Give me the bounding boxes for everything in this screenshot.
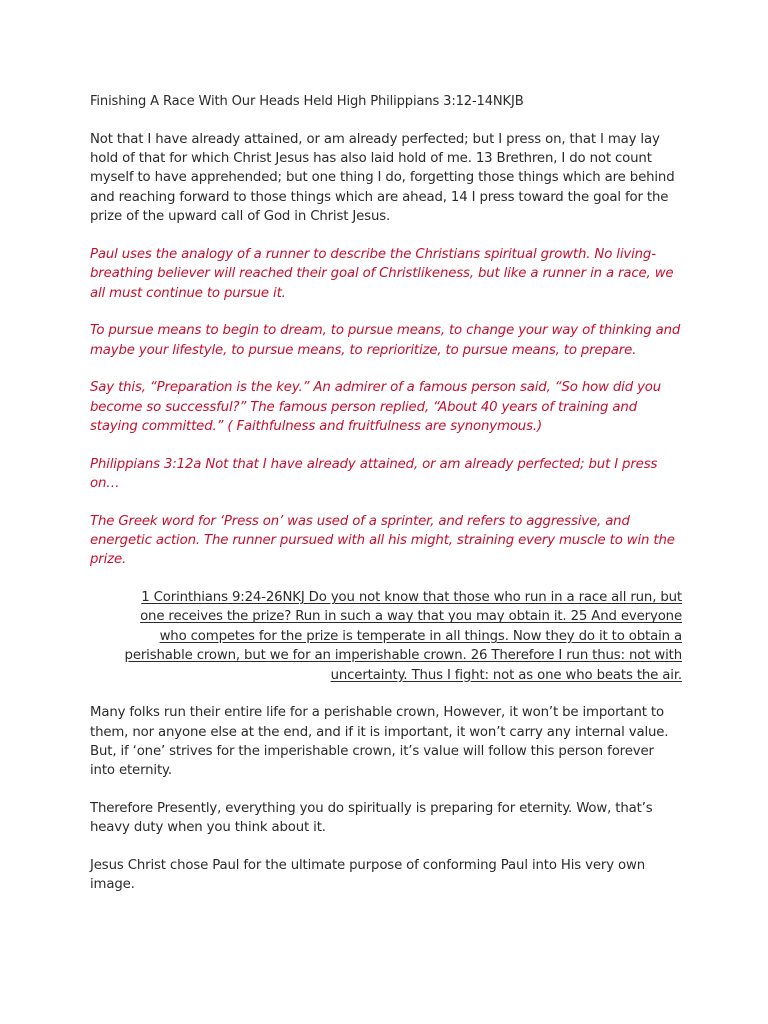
- document-title: Finishing A Race With Our Heads Held High Philippians 3:12-14NKJB: [90, 94, 524, 109]
- closing-paragraph: Jesus Christ chose Paul for the ultimate purpose of conforming Paul into His very own image.: [90, 858, 646, 893]
- block-quote: 1 Corinthians 9:24-26NKJ Do you not know that those who run in a race all run, but one receives the prize? Run in such a way that you may obtain it. 25 And everyone who competes for the prize is temperate in all things. Now they do it to obtain a perishable crown, but we for an imperishable crown. 26 Therefore I run thus: not with uncertainty. Thus I fight: not as one who beats the air.: [124, 590, 682, 683]
- commentary-paragraph: Say this, “Preparation is the key.” An admirer of a famous person said, “So how did you become so successful?” The famous person replied, “About 40 years of training and staying committed.” ( Faithfulness and fruitfulness are synonymous.): [90, 380, 662, 435]
- closing-paragraph: Therefore Presently, everything you do spiritually is preparing for eternity. Wow, that’s heavy duty when you think about it.: [90, 801, 653, 836]
- document-page: [90, 92, 682, 913]
- commentary-paragraph: The Greek word for ‘Press on’ was used of a sprinter, and refers to aggressive, and energetic action. The runner pursued with all his might, straining every muscle to win the prize.: [90, 513, 675, 568]
- commentary-paragraph: Paul uses the analogy of a runner to describe the Christians spiritual growth. No living-breathing believer will reached their goal of Christlikeness, but like a runner in a race, we all must continue to pursue it.: [90, 246, 674, 301]
- commentary-paragraph: To pursue means to begin to dream, to pursue means, to change your way of thinking and maybe your lifestyle, to pursue means, to reprioritize, to pursue means, to prepare.: [90, 323, 681, 358]
- closing-paragraph: Many folks run their entire life for a perishable crown, However, it won’t be important to them, nor anyone else at the end, and if it is important, it won’t carry any internal value. But, if ‘one’ strives for the imperishable crown, it’s value will follow this person forever into eternity.: [90, 705, 669, 779]
- commentary-paragraph: Philippians 3:12a Not that I have already attained, or am already perfected; but I press on…: [90, 456, 658, 492]
- scripture-paragraph: Not that I have already attained, or am already perfected; but I press on, that I may lay hold of that for which Christ Jesus has also laid hold of me. 13 Brethren, I do not count myself to have apprehended; but one thing I do, forgetting those things which are behind and reaching forward to those things which are ahead, 14 I press toward the goal for the prize of the upward call of God in Christ Jesus.: [90, 131, 675, 225]
